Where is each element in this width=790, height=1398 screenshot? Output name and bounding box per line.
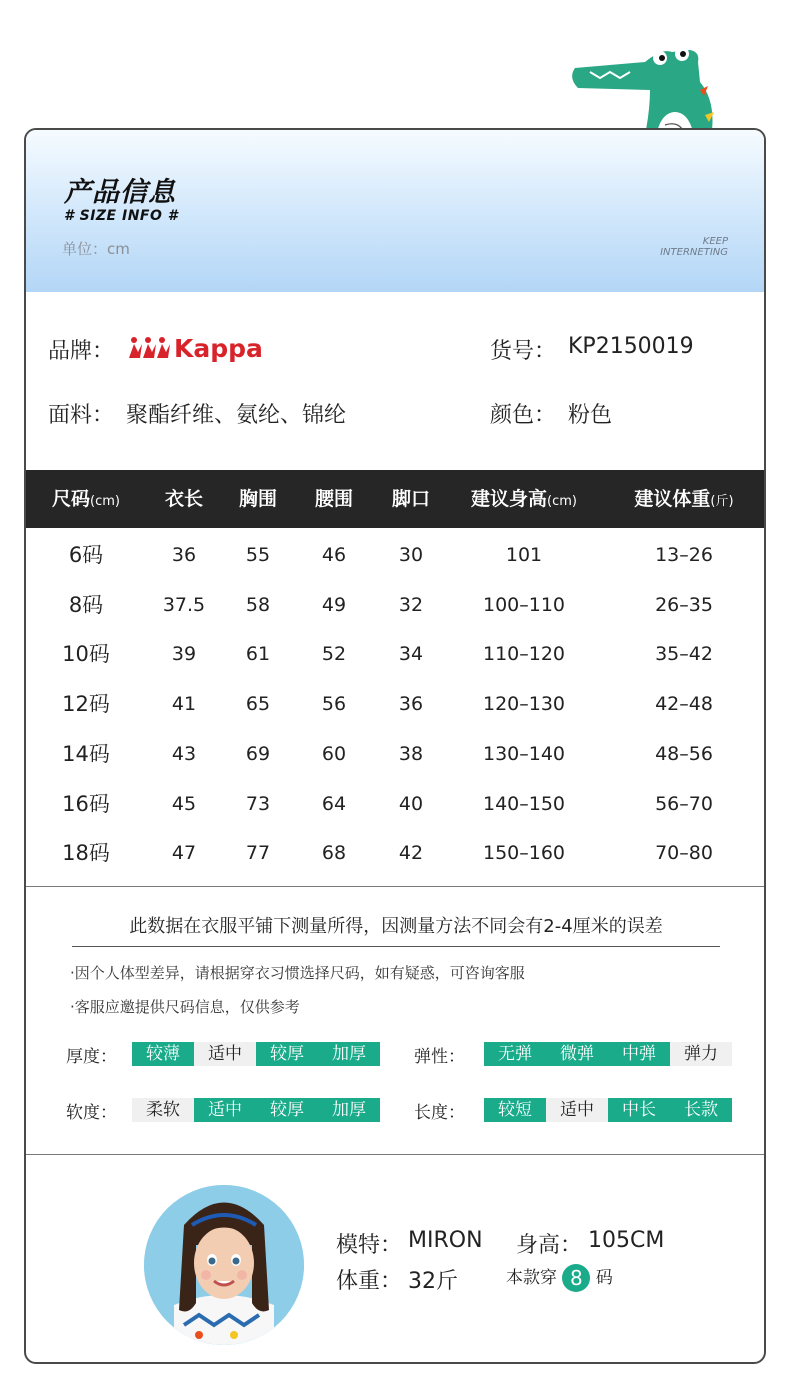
elasticity-option: 中弹 (608, 1042, 670, 1066)
length-option: 适中 (546, 1098, 608, 1122)
model-avatar (144, 1185, 304, 1345)
softness-label: 软度： (66, 1103, 117, 1123)
section-divider (26, 886, 764, 887)
length-label: 长度： (414, 1103, 465, 1123)
cell-hem: 36 (398, 693, 424, 716)
cell-height: 110–120 (482, 643, 566, 666)
cell-size: 16码 (62, 791, 110, 816)
cell-waist: 46 (321, 544, 347, 566)
cell-hem: 40 (398, 792, 424, 815)
softness-option: 适中 (194, 1098, 256, 1122)
cell-height: 101 (505, 544, 543, 566)
cell-size: 14码 (62, 741, 110, 766)
header-height: 建议身高(cm) (471, 488, 577, 510)
cell-length: 39 (171, 643, 197, 666)
note-bullet: ·因个人体型差异，请根据穿衣习惯选择尺码，如有疑惑，可咨询客服 (70, 964, 525, 982)
cell-size: 12码 (62, 692, 110, 717)
table-row (26, 779, 764, 829)
header-length: 衣长 (164, 488, 203, 510)
cell-length: 45 (171, 792, 197, 815)
table-row (26, 580, 764, 630)
header-banner (26, 130, 764, 292)
cell-chest: 69 (245, 742, 271, 765)
model-name-value: MIRON (408, 1228, 483, 1253)
brand-label: 品牌： (48, 339, 115, 364)
cell-hem: 30 (398, 544, 424, 566)
sku-label: 货号： (490, 339, 557, 364)
size-table-header (26, 470, 764, 528)
cell-height: 120–130 (482, 693, 566, 716)
cell-size: 6码 (68, 543, 104, 567)
cell-chest: 58 (245, 593, 271, 616)
cell-waist: 64 (321, 792, 347, 815)
cell-chest: 55 (245, 544, 271, 566)
length-option: 长款 (670, 1098, 732, 1122)
slogan: KEEP INTERNETING (660, 236, 728, 258)
cell-waist: 68 (321, 842, 347, 865)
cell-hem: 42 (398, 842, 424, 865)
cell-chest: 77 (245, 842, 271, 865)
cell-weight: 70–80 (655, 842, 713, 865)
cell-height: 100–110 (482, 593, 566, 616)
model-wears-size: 本款穿 8 码 (506, 1266, 613, 1290)
cell-height: 140–150 (482, 792, 566, 815)
table-row (26, 530, 764, 580)
cell-hem: 34 (398, 643, 424, 666)
length-option: 中长 (608, 1098, 670, 1122)
material-value: 聚酯纤维、氨纶、锦纶 (126, 403, 347, 428)
kappa-logo (126, 332, 296, 366)
page-title: 产品信息 (64, 177, 176, 208)
cell-length: 41 (171, 693, 197, 716)
header-waist: 腰围 (314, 488, 353, 510)
model-name-label: 模特： (336, 1233, 403, 1258)
cell-length: 37.5 (162, 593, 206, 616)
cell-length: 47 (171, 842, 197, 865)
header-weight: 建议体重(斤) (634, 488, 734, 510)
color-label: 颜色： (490, 403, 557, 428)
table-row (26, 729, 764, 779)
thickness-option: 适中 (194, 1042, 256, 1066)
cell-size: 10码 (62, 642, 110, 667)
header-size: 尺码(cm) (52, 488, 120, 510)
cell-weight: 13–26 (655, 544, 713, 566)
elasticity-option: 微弹 (546, 1042, 608, 1066)
cell-height: 130–140 (482, 742, 566, 765)
sku-value: KP2150019 (568, 334, 694, 359)
table-row (26, 679, 764, 729)
section-divider (26, 1154, 764, 1155)
cell-weight: 56–70 (655, 792, 713, 815)
cell-chest: 61 (245, 643, 271, 666)
cell-waist: 52 (321, 643, 347, 666)
model-height-label: 身高： (516, 1233, 583, 1258)
thickness-option: 加厚 (318, 1042, 380, 1066)
thickness-option: 较薄 (132, 1042, 194, 1066)
color-value: 粉色 (568, 403, 613, 428)
header-hem: 脚口 (391, 488, 430, 510)
cell-waist: 49 (321, 593, 347, 616)
thickness-option: 较厚 (256, 1042, 318, 1066)
cell-length: 36 (171, 544, 197, 566)
cell-hem: 32 (398, 593, 424, 616)
cell-chest: 73 (245, 792, 271, 815)
header-chest: 胸围 (238, 488, 277, 510)
softness-option: 加厚 (318, 1098, 380, 1122)
size-info-card (24, 128, 766, 1364)
model-height-value: 105CM (588, 1228, 665, 1253)
page-subtitle: # SIZE INFO # (64, 208, 179, 224)
svg-text:Kappa: Kappa (174, 334, 263, 362)
measurement-notice: 此数据在衣服平铺下测量所得，因测量方法不同会有2-4厘米的误差 (72, 912, 720, 947)
size-badge: 8 (562, 1264, 590, 1292)
table-row (26, 629, 764, 679)
cell-size: 8码 (68, 592, 104, 617)
cell-size: 18码 (62, 841, 110, 866)
cell-weight: 35–42 (655, 643, 713, 666)
cell-weight: 26–35 (655, 593, 713, 616)
thickness-label: 厚度： (66, 1047, 117, 1067)
cell-length: 43 (171, 742, 197, 765)
cell-height: 150–160 (482, 842, 566, 865)
cell-weight: 42–48 (655, 693, 713, 716)
unit-label: 单位：cm (62, 240, 130, 258)
length-option: 较短 (484, 1098, 546, 1122)
cell-waist: 60 (321, 742, 347, 765)
material-label: 面料： (48, 403, 115, 428)
cell-hem: 38 (398, 742, 424, 765)
elasticity-option: 弹力 (670, 1042, 732, 1066)
cell-weight: 48–56 (655, 742, 713, 765)
cell-chest: 65 (245, 693, 271, 716)
cell-waist: 56 (321, 693, 347, 716)
softness-option: 柔软 (132, 1098, 194, 1122)
note-bullet: ·客服应邀提供尺码信息，仅供参考 (70, 998, 300, 1016)
elasticity-option: 无弹 (484, 1042, 546, 1066)
softness-option: 较厚 (256, 1098, 318, 1122)
model-weight-value: 32斤 (408, 1269, 458, 1294)
elasticity-label: 弹性： (414, 1047, 465, 1067)
model-weight-label: 体重： (336, 1269, 403, 1294)
table-row (26, 828, 764, 878)
